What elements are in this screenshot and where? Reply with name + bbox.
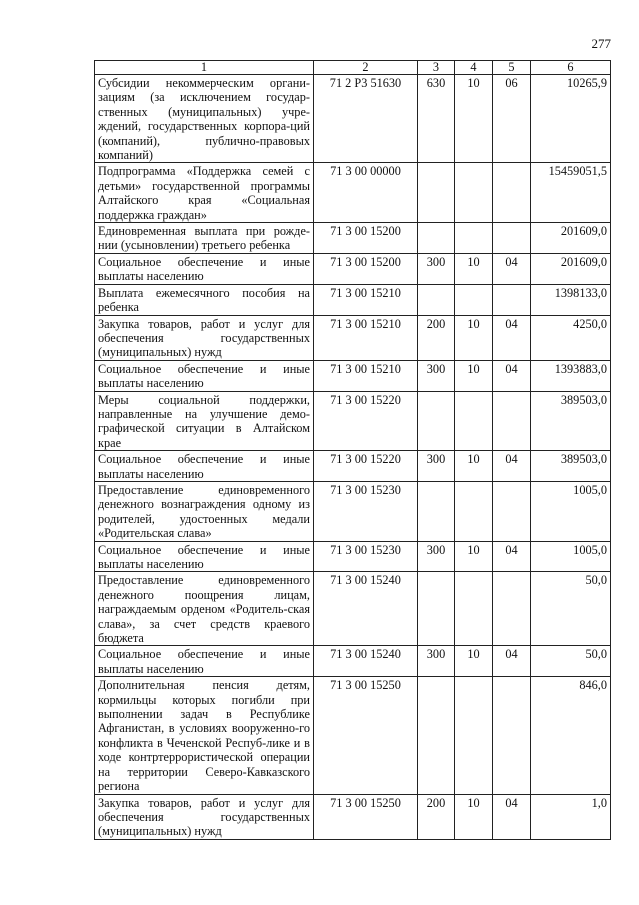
row-expense-type	[418, 677, 455, 794]
row-expense-type	[418, 223, 455, 254]
row-name: Подпрограмма «Поддержка семей с детьми» государственной программы Алтайского края «Социальная поддержка граждан»	[95, 163, 314, 223]
row-amount: 1,0	[531, 794, 611, 839]
row-expense-type: 630	[418, 75, 455, 163]
row-code: 71 3 00 15200	[314, 223, 418, 254]
row-name: Предоставление единовременного денежного вознаграждения одному из родителей, удостоенных медали «Родительская слава»	[95, 481, 314, 541]
row-name: Меры социальной поддержки, направленные на улучшение демо-графической ситуации в Алтайском крае	[95, 391, 314, 451]
row-subsection	[493, 284, 531, 315]
row-amount: 1005,0	[531, 481, 611, 541]
row-expense-type: 300	[418, 541, 455, 572]
row-amount: 1005,0	[531, 541, 611, 572]
row-code: 71 3 00 15240	[314, 646, 418, 677]
row-expense-type	[418, 284, 455, 315]
row-subsection: 06	[493, 75, 531, 163]
row-section	[455, 223, 493, 254]
row-amount: 389503,0	[531, 391, 611, 451]
row-code: 71 3 00 15220	[314, 391, 418, 451]
row-section: 10	[455, 75, 493, 163]
row-name: Единовременная выплата при рожде-нии (усыновлении) третьего ребенка	[95, 223, 314, 254]
table-row	[95, 163, 611, 223]
row-name: Предоставление единовременного денежного поощрения лицам, награждаемым орденом «Родитель-ская слава», за счет средств краевого бюджета	[95, 572, 314, 646]
row-subsection	[493, 481, 531, 541]
row-subsection	[493, 163, 531, 223]
row-subsection: 04	[493, 646, 531, 677]
row-name: Закупка товаров, работ и услуг для обеспечения государственных (муниципальных) нужд	[95, 315, 314, 360]
row-section: 10	[455, 315, 493, 360]
row-expense-type	[418, 391, 455, 451]
row-code: 71 3 00 15210	[314, 315, 418, 360]
row-amount: 10265,9	[531, 75, 611, 163]
column-header: 4	[455, 61, 493, 75]
page-number: 277	[591, 36, 611, 51]
row-code: 71 3 00 15210	[314, 360, 418, 391]
row-code: 71 3 00 15230	[314, 481, 418, 541]
row-amount: 1398133,0	[531, 284, 611, 315]
column-header: 2	[314, 61, 418, 75]
row-subsection: 04	[493, 794, 531, 839]
row-subsection: 04	[493, 315, 531, 360]
row-section	[455, 572, 493, 646]
row-section: 10	[455, 646, 493, 677]
table-row	[95, 677, 611, 794]
row-name: Закупка товаров, работ и услуг для обеспечения государственных (муниципальных) нужд	[95, 794, 314, 839]
row-amount: 4250,0	[531, 315, 611, 360]
row-code: 71 3 00 15200	[314, 253, 418, 284]
row-amount: 50,0	[531, 646, 611, 677]
row-expense-type: 300	[418, 253, 455, 284]
row-expense-type	[418, 572, 455, 646]
row-section	[455, 163, 493, 223]
row-section: 10	[455, 541, 493, 572]
row-code: 71 3 00 15250	[314, 677, 418, 794]
row-name: Выплата ежемесячного пособия на ребенка	[95, 284, 314, 315]
row-amount: 389503,0	[531, 451, 611, 482]
row-section	[455, 391, 493, 451]
table-body	[95, 75, 611, 840]
row-expense-type	[418, 481, 455, 541]
table-row	[95, 253, 611, 284]
table-row	[95, 391, 611, 451]
row-code: 71 3 00 15210	[314, 284, 418, 315]
row-section	[455, 677, 493, 794]
row-subsection: 04	[493, 451, 531, 482]
row-name: Социальное обеспечение и иные выплаты населению	[95, 451, 314, 482]
table-row	[95, 223, 611, 254]
row-section: 10	[455, 451, 493, 482]
row-expense-type: 200	[418, 794, 455, 839]
row-code: 71 3 00 15250	[314, 794, 418, 839]
row-section: 10	[455, 360, 493, 391]
table-row	[95, 75, 611, 163]
row-section: 10	[455, 794, 493, 839]
row-code: 71 2 P3 51630	[314, 75, 418, 163]
row-amount: 15459051,5	[531, 163, 611, 223]
table-row	[95, 360, 611, 391]
row-expense-type: 200	[418, 315, 455, 360]
table-header-row	[95, 61, 611, 75]
table-row	[95, 284, 611, 315]
row-subsection	[493, 391, 531, 451]
row-expense-type: 300	[418, 646, 455, 677]
row-section	[455, 481, 493, 541]
row-name: Субсидии некоммерческим органи-зациям (за исключением государ-ственных (муниципальных) учре-ждений, государственных корпора-ций (компаний), публично-правовых компаний)	[95, 75, 314, 163]
table-row	[95, 315, 611, 360]
row-name: Социальное обеспечение и иные выплаты населению	[95, 360, 314, 391]
column-header: 3	[418, 61, 455, 75]
row-code: 71 3 00 15230	[314, 541, 418, 572]
row-subsection	[493, 677, 531, 794]
row-amount: 1393883,0	[531, 360, 611, 391]
row-expense-type: 300	[418, 360, 455, 391]
table-row	[95, 451, 611, 482]
row-expense-type	[418, 163, 455, 223]
column-header: 6	[531, 61, 611, 75]
table-row	[95, 481, 611, 541]
row-name: Социальное обеспечение и иные выплаты населению	[95, 646, 314, 677]
row-name: Дополнительная пенсия детям, кормильцы которых погибли при выполнении задач в Республике Афганистан, в условиях вооруженно-го конфликта в Чеченской Респуб-лике и в ходе контртеррористической операции на территории Северо-Кавказского региона	[95, 677, 314, 794]
row-subsection	[493, 223, 531, 254]
table-row	[95, 572, 611, 646]
column-header: 5	[493, 61, 531, 75]
table-row	[95, 646, 611, 677]
table-row	[95, 794, 611, 839]
row-subsection: 04	[493, 253, 531, 284]
row-subsection: 04	[493, 360, 531, 391]
table-row	[95, 541, 611, 572]
row-subsection	[493, 572, 531, 646]
row-code: 71 3 00 00000	[314, 163, 418, 223]
row-name: Социальное обеспечение и иные выплаты населению	[95, 253, 314, 284]
row-name: Социальное обеспечение и иные выплаты населению	[95, 541, 314, 572]
row-amount: 201609,0	[531, 223, 611, 254]
row-amount: 50,0	[531, 572, 611, 646]
row-section	[455, 284, 493, 315]
row-code: 71 3 00 15240	[314, 572, 418, 646]
column-header: 1	[95, 61, 314, 75]
row-subsection: 04	[493, 541, 531, 572]
row-amount: 846,0	[531, 677, 611, 794]
row-code: 71 3 00 15220	[314, 451, 418, 482]
row-section: 10	[455, 253, 493, 284]
row-expense-type: 300	[418, 451, 455, 482]
budget-table	[94, 60, 611, 840]
row-amount: 201609,0	[531, 253, 611, 284]
